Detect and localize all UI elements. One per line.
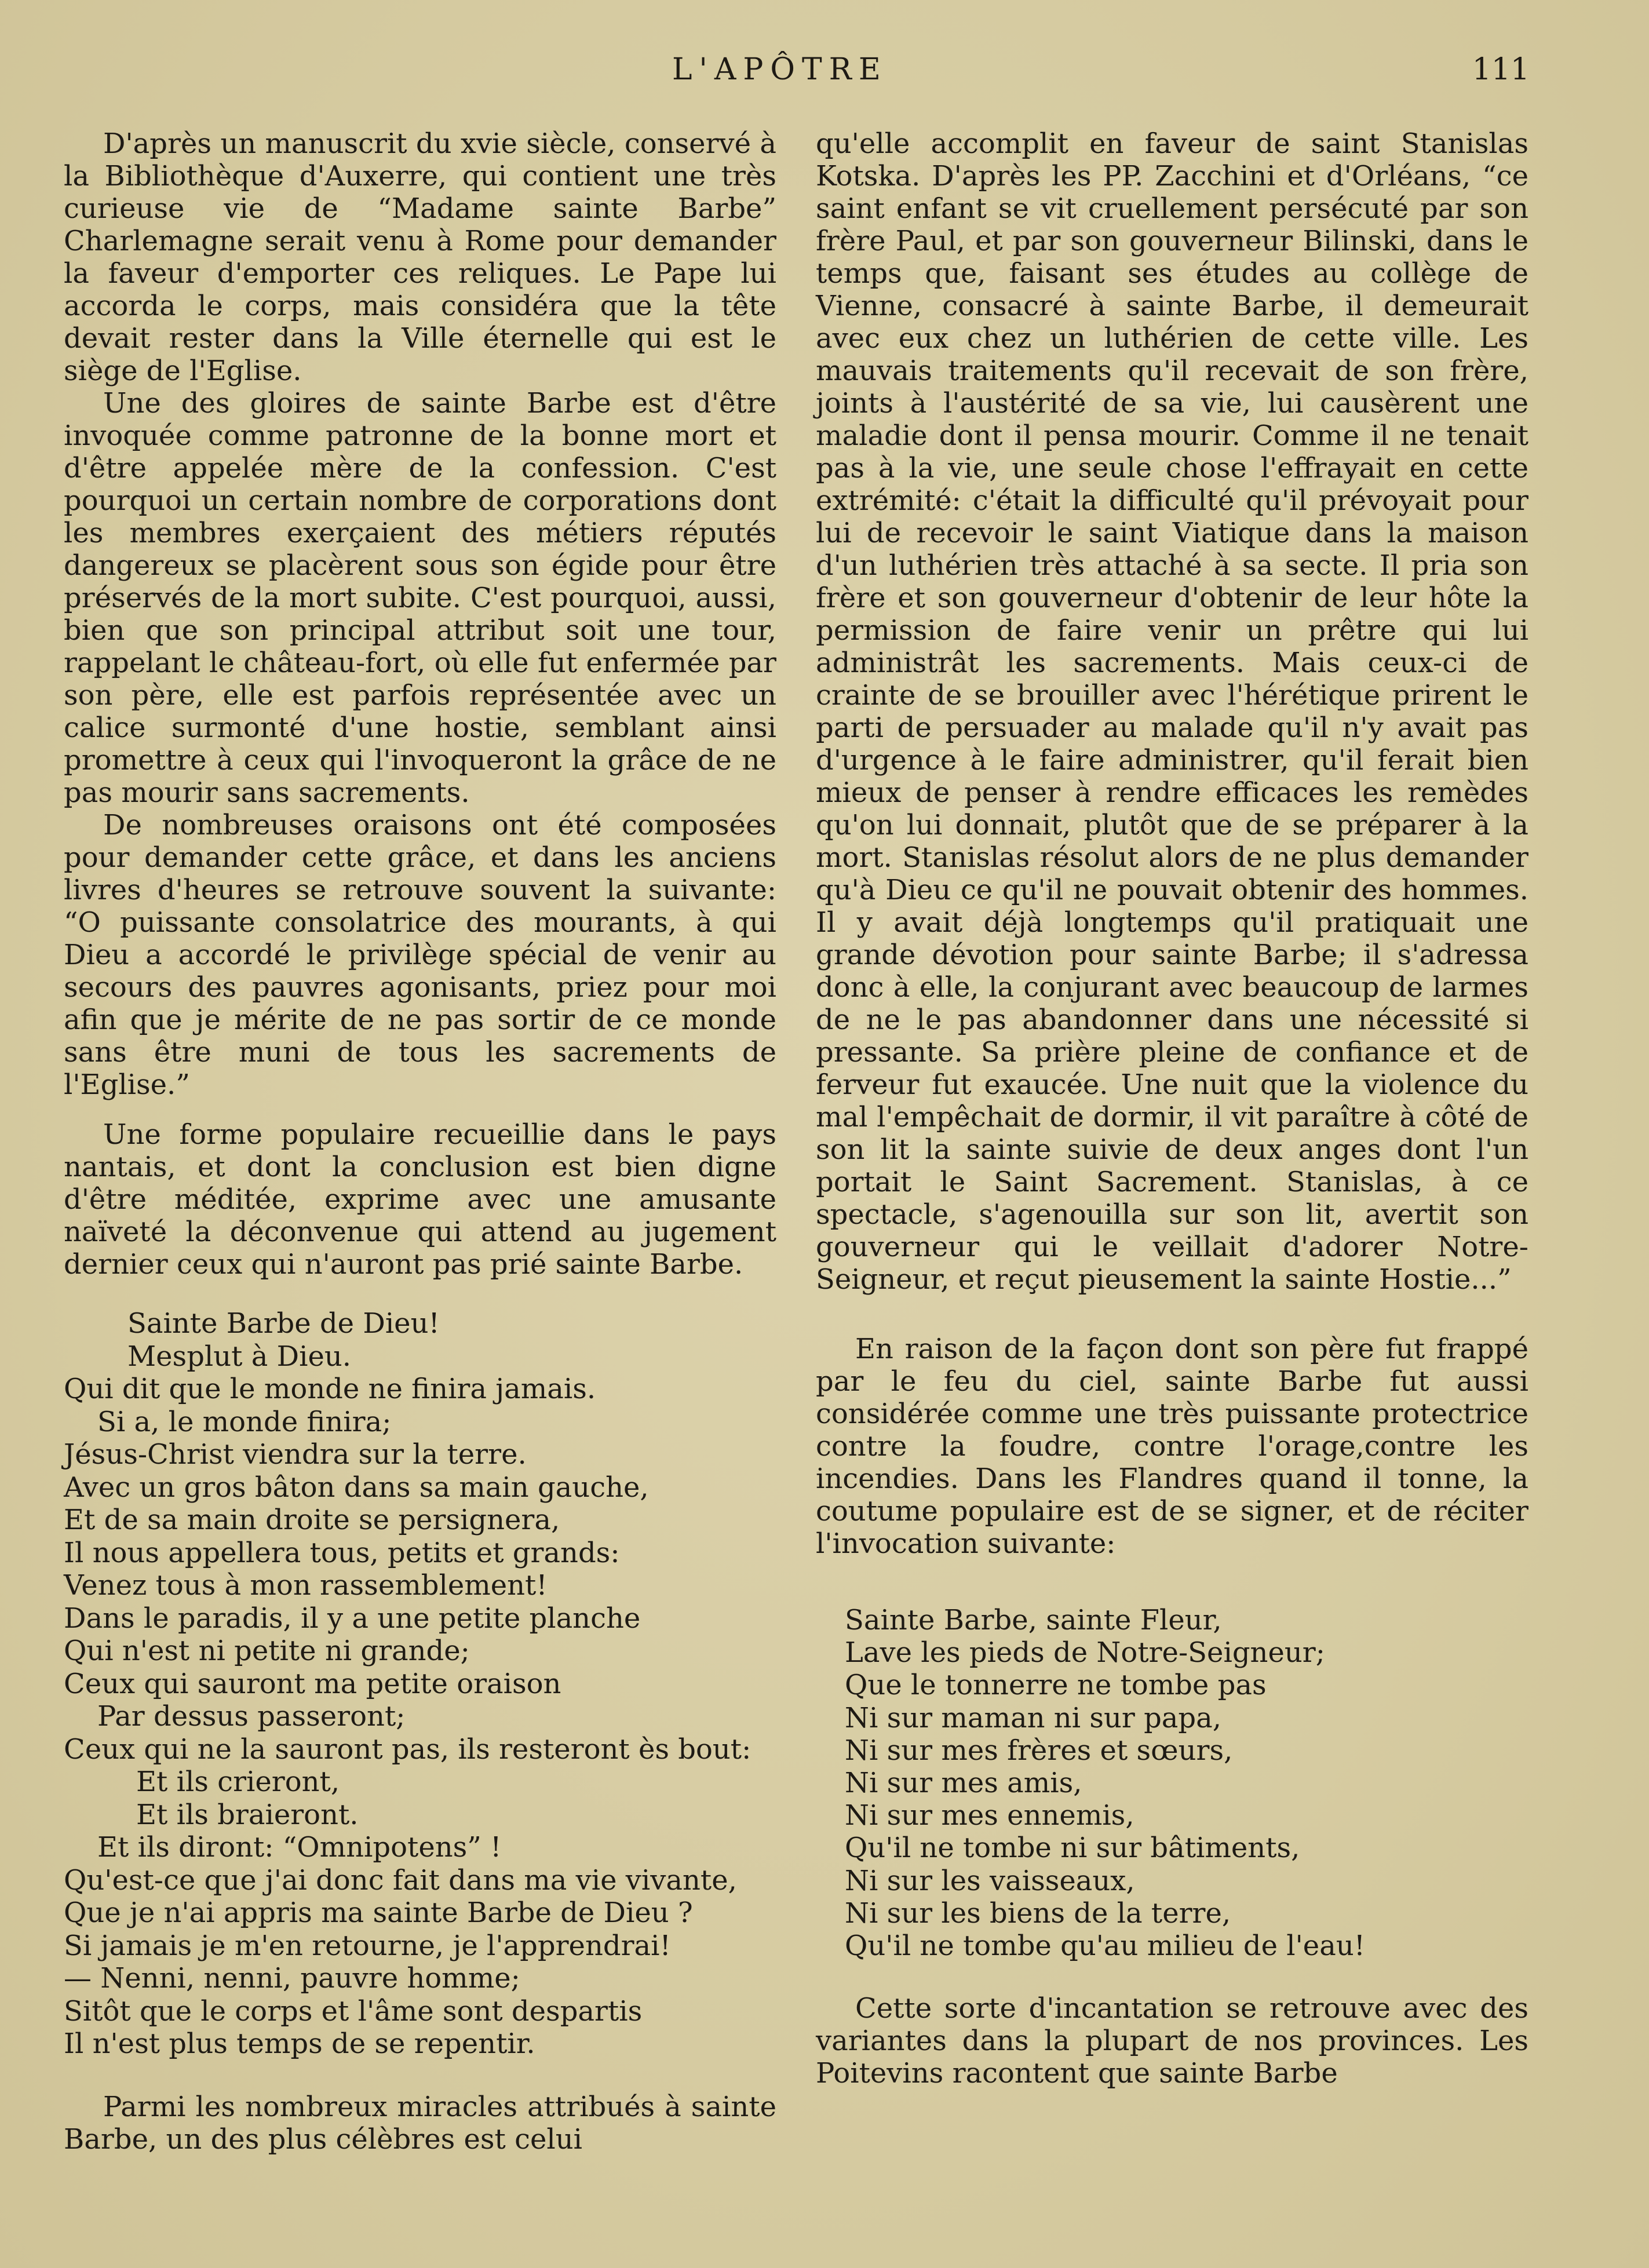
verse-line: Avec un gros bâton dans sa main gauche,	[64, 1471, 649, 1504]
verse-line: Qu'il ne tombe qu'au milieu de l'eau!	[845, 1930, 1366, 1963]
verse-line: Ni sur les vaisseaux,	[845, 1864, 1135, 1897]
verse-line: Jésus-Christ viendra sur la terre.	[64, 1438, 527, 1471]
paragraph: Une des gloires de sainte Barbe est d'être invoquée comme patronne de la bonne mort et d'être appelée mère de la confession. C'est pourquoi un certain nombre de corporations dont les membres exerçaient des métiers réputés dangereux se placèrent sous son égide pour être préservés de la mort subite. C'est pourquoi, aussi, bien que son principal attribut soit une tour, rappelant le château-fort, où elle fut enfermée par son père, elle est parfois représentée avec un calice surmonté d'une hostie, semblant ainsi promettre à ceux qui l'invoqueront la grâce de ne pas mourir sans sacrements.	[64, 387, 776, 809]
verse-line: Lave les pieds de Notre-Seigneur;	[845, 1636, 1325, 1669]
verse-line: Si a, le monde finira;	[97, 1405, 392, 1438]
verse-line: Qu'il ne tombe ni sur bâtiments,	[845, 1832, 1300, 1865]
verse-line: Ni sur mes amis,	[845, 1767, 1082, 1800]
verse-line: Ni sur maman ni sur papa,	[845, 1701, 1222, 1734]
running-header	[0, 52, 1649, 93]
verse-line: Sitôt que le corps et l'âme sont despartis	[64, 1994, 643, 2028]
verse-line: Qui dit que le monde ne finira jamais.	[64, 1373, 596, 1405]
verse-block	[845, 1604, 1528, 1962]
right-column	[816, 127, 1528, 2090]
paragraph: qu'elle accomplit en faveur de saint Stanislas Kotska. D'après les PP. Zacchini et d'Orléans, “ce saint enfant se vit cruellement persécuté par son frère Paul, et par son gouverneur Bilinski, dans le temps que, faisant ses études au collège de Vienne, consacré à sainte Barbe, il demeurait avec eux chez un luthérien de cette ville. Les mauvais traitements qu'il recevait de son frère, joints à l'austérité de sa vie, lui causèrent une maladie dont il pensa mourir. Comme il ne tenait pas à la vie, une seule chose l'effrayait en cette extrémité: c'était la difficulté qu'il prévoyait pour lui de recevoir le saint Viatique dans la maison d'un luthérien très attaché à sa secte. Il pria son frère et son gouverneur d'obtenir de leur hôte la permission de faire venir un prêtre qui lui administrât les sacrements. Mais ceux-ci de crainte de se brouiller avec l'hérétique prirent le parti de persuader au malade qu'il n'y avait pas d'urgence à le faire administrer, qu'il ferait bien mieux de penser à rendre efficaces les remèdes qu'on lui donnait, plutôt que de se préparer à la mort. Stanislas résolut alors de ne plus demander qu'à Dieu ce qu'il ne pouvait obtenir des hommes. Il y avait déjà longtemps qu'il pratiquait une grande dévotion pour sainte Barbe; il s'adressa donc à elle, la conjurant avec beaucoup de larmes de ne le pas abandonner dans une nécessité si pressante. Sa prière pleine de confiance et de ferveur fut exaucée. Une nuit que la violence du mal l'empêchait de dormir, il vit paraître à côté de son lit la sainte suivie de deux anges dont l'un portait le Saint Sacrement. Stanislas, à ce spectacle, s'agenouilla sur son lit, avertit son gouverneur qui le veillait d'adorer Notre-Seigneur, et reçut pieusement la sainte Hostie...”	[816, 127, 1528, 1296]
verse-line: Sainte Barbe de Dieu!	[127, 1307, 440, 1340]
verse-line: Venez tous à mon rassemblement!	[64, 1569, 548, 1602]
verse-line: Et ils braieront.	[136, 1798, 359, 1831]
verse-line: Ceux qui sauront ma petite oraison	[64, 1667, 561, 1700]
verse-line: Ni sur mes ennemis,	[845, 1799, 1134, 1832]
verse-line: Qu'est-ce que j'ai donc fait dans ma vie vivante,	[64, 1864, 737, 1897]
verse-line: Par dessus passeront;	[97, 1700, 406, 1733]
paragraph: En raison de la façon dont son père fut frappé par le feu du ciel, sainte Barbe fut aussi considérée comme une très puissante protectrice contre la foudre, contre l'orage,contre les incendies. Dans les Flandres quand il tonne, la coutume populaire est de se signer, et de réciter l'invocation suivante:	[816, 1333, 1528, 1560]
verse-line: Ceux qui ne la sauront pas, ils resteront ès bout:	[64, 1733, 751, 1766]
verse-line: — Nenni, nenni, pauvre homme;	[64, 1962, 520, 1994]
left-column	[64, 127, 776, 2156]
paragraph: D'après un manuscrit du xvie siècle, conservé à la Bibliothèque d'Auxerre, qui contient une très curieuse vie de “Madame sainte Barbe” Charlemagne serait venu à Rome pour demander la faveur d'emporter ces reliques. Le Pape lui accorda le corps, mais considéra que la tête devait rester dans la Ville éternelle qui est le siège de l'Eglise.	[64, 127, 776, 387]
running-title: L'APÔTRE	[672, 52, 888, 87]
verse-line: Mesplut à Dieu.	[127, 1340, 352, 1373]
paragraph: Cette sorte d'incantation se retrouve avec des variantes dans la plupart de nos provinces. Les Poitevins racontent que sainte Barbe	[816, 1992, 1528, 2090]
verse-line: Ni sur les biens de la terre,	[845, 1897, 1231, 1930]
verse-line: Il n'est plus temps de se repentir.	[64, 2028, 535, 2060]
verse-line: Dans le paradis, il y a une petite planche	[64, 1602, 641, 1635]
paragraph: Une forme populaire recueillie dans le pays nantais, et dont la conclusion est bien digne d'être méditée, exprime avec une amusante naïveté la déconvenue qui attend au jugement dernier ceux qui n'auront pas prié sainte Barbe.	[64, 1118, 776, 1281]
verse-line: Si jamais je m'en retourne, je l'apprendrai!	[64, 1929, 671, 1962]
verse-line: Sainte Barbe, sainte Fleur,	[845, 1604, 1222, 1636]
verse-line: Qui n'est ni petite ni grande;	[64, 1635, 470, 1667]
verse-block	[64, 1307, 776, 2061]
verse-line: Ni sur mes frères et sœurs,	[845, 1734, 1233, 1767]
paragraph: De nombreuses oraisons ont été composées pour demander cette grâce, et dans les anciens livres d'heures se retrouve souvent la suivante: “O puissante consolatrice des mourants, à qui Dieu a accordé le privilège spécial de venir au secours des pauvres agonisants, priez pour moi afin que je mérite de ne pas sortir de ce monde sans être muni de tous les sacrements de l'Eglise.”	[64, 809, 776, 1101]
verse-line: Et de sa main droite se persignera,	[64, 1504, 560, 1536]
verse-line: Que le tonnerre ne tombe pas	[845, 1669, 1267, 1702]
verse-line: Et ils diront: “Omnipotens” !	[97, 1831, 502, 1864]
verse-line: Et ils crieront,	[136, 1766, 340, 1798]
verse-line: Il nous appellera tous, petits et grands:	[64, 1536, 620, 1569]
paragraph: Parmi les nombreux miracles attribués à sainte Barbe, un des plus célèbres est celui	[64, 2090, 776, 2156]
verse-line: Que je n'ai appris ma sainte Barbe de Dieu ?	[64, 1897, 693, 1929]
page-number: 111	[1472, 52, 1530, 87]
